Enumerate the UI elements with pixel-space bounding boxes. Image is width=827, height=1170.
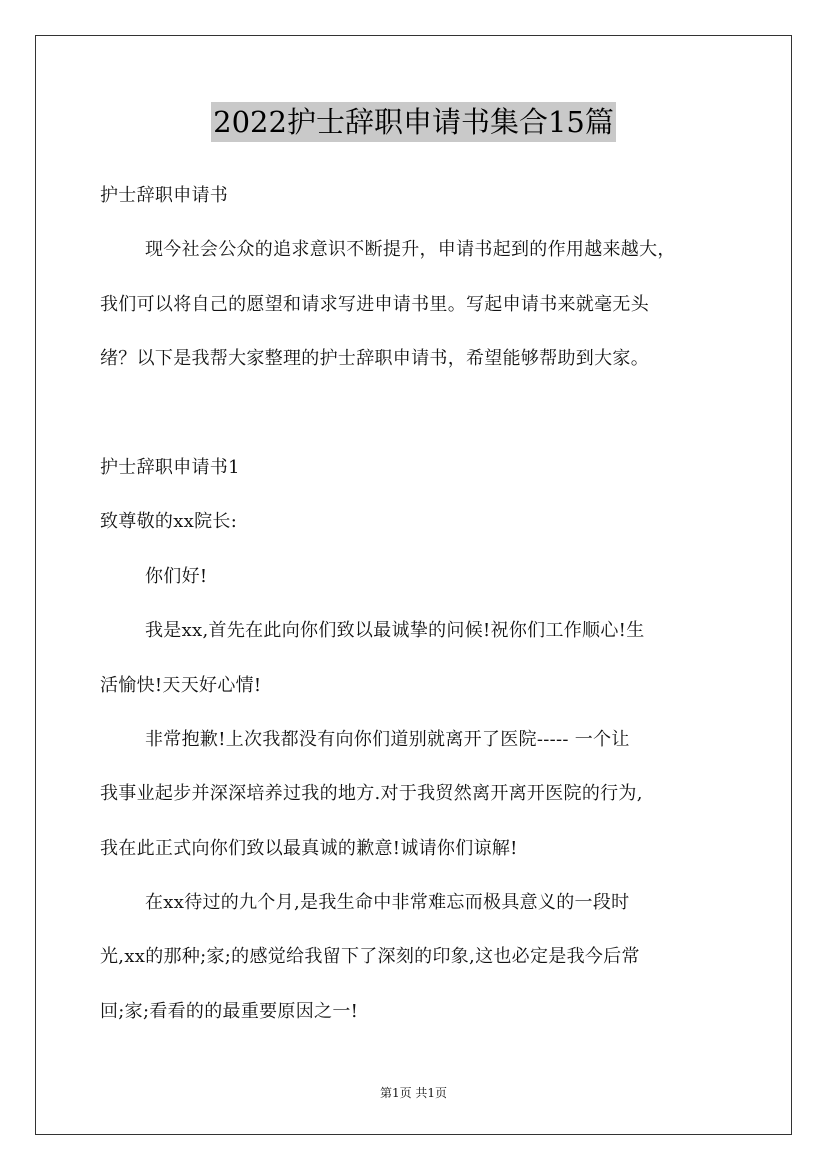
paragraph-line: 我事业起步并深深培养过我的地方.对于我贸然离开离开医院的行为, bbox=[100, 783, 643, 804]
paragraph-line: 我在此正式向你们致以最真诚的歉意!诚请你们谅解! bbox=[100, 838, 518, 859]
paragraph-line: 我们可以将自己的愿望和请求写进申请书里。写起申请书来就毫无头 bbox=[100, 294, 649, 315]
paragraph-line: 活愉快!天天好心情! bbox=[100, 675, 262, 696]
section-heading: 护士辞职申请书 bbox=[100, 185, 229, 206]
paragraph-line: 光,xx的那种;家;的感觉给我留下了深刻的印象,这也必定是我今后常 bbox=[100, 946, 640, 967]
document-title: 2022护士辞职申请书集合15篇 bbox=[211, 102, 616, 142]
salutation: 致尊敬的xx院长: bbox=[100, 511, 238, 532]
section-heading: 护士辞职申请书1 bbox=[100, 457, 240, 478]
paragraph-line: 在xx待过的九个月,是我生命中非常难忘而极具意义的一段时 bbox=[145, 892, 630, 913]
paragraph-line: 非常抱歉!上次我都没有向你们道别就离开了医院----- 一个让 bbox=[145, 729, 630, 750]
paragraph-line: 绪？以下是我帮大家整理的护士辞职申请书，希望能够帮助到大家。 bbox=[100, 348, 649, 369]
greeting: 你们好! bbox=[145, 566, 208, 587]
paragraph-line: 我是xx,首先在此向你们致以最诚挚的问候!祝你们工作顺心!生 bbox=[145, 620, 645, 641]
page-footer: 第1页 共1页 bbox=[379, 1086, 448, 1100]
paragraph-line: 现今社会公众的追求意识不断提升，申请书起到的作用越来越大， bbox=[145, 239, 676, 260]
title-wrap bbox=[0, 102, 827, 142]
paragraph-line: 回;家;看看的的最重要原因之一! bbox=[100, 1001, 359, 1022]
